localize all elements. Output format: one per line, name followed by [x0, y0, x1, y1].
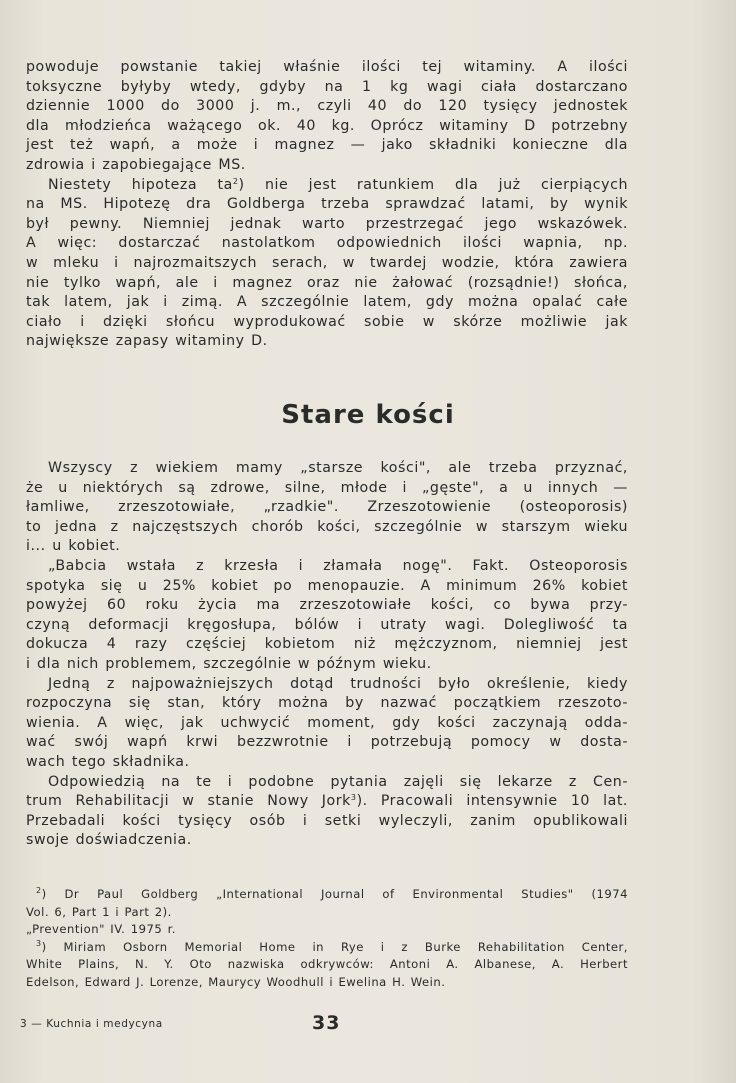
footnote-line [26, 939, 628, 957]
footnote-ref: 2 [232, 176, 239, 186]
section-heading: Stare kości [281, 400, 455, 430]
paragraph-line: wach tego składnika. [26, 753, 190, 770]
section-2-text [26, 459, 628, 851]
paragraph-text: ). Pracowali intensywnie 10 lat. [356, 793, 628, 810]
paragraph-line: rozpoczyna się stan, który można by nazwać początkiem rzeszoto- [26, 695, 628, 712]
paragraph-line: swoje doświadczenia. [26, 832, 192, 849]
paragraph-text: Niestety hipoteza ta [48, 176, 233, 193]
paragraph-line: zdrowia i zapobiegające MS. [26, 156, 246, 173]
signature-mark: 3 — Kuchnia i medycyna [20, 1018, 163, 1030]
paragraph-line: tak latem, jak i zimą. A szczególnie latem, gdy można opalać całe [26, 294, 628, 311]
paragraph-line: nie tylko wapń, ale i magnez oraz nie żałować (rozsądnie!) słońca, [26, 274, 628, 291]
footnote-text: ) Dr Paul Goldberg „International Journal of Environmental Studies" (1974 [41, 887, 628, 901]
paragraph-line [26, 792, 628, 812]
paragraph-line: dziennie 1000 do 3000 j. m., czyli 40 do 120 tysięcy jednostek [26, 98, 628, 115]
footnote-line: Vol. 6, Part 1 i Part 2). [26, 904, 172, 919]
paragraph-line: na MS. Hipotezę dra Goldberga trzeba sprawdzać latami, by wynik [26, 196, 628, 213]
paragraph-line: toksyczne byłyby wtedy, gdyby na 1 kg wagi ciała dostarczano [26, 78, 628, 95]
paragraph-line: największe zapasy witaminy D. [26, 333, 268, 350]
section-1-text [26, 58, 628, 352]
paragraph-line: to jedna z najczęstszych chorób kości, szczególnie w starszym wieku [26, 518, 628, 535]
paragraph-line: był pewny. Niemniej jednak warto przestrzegać jego wskazówek. [26, 215, 628, 232]
paragraph-line: dokucza 4 razy częściej kobietom niż mężczyznom, niemniej jest [26, 636, 628, 653]
paragraph-line: Przebadali kości tysięcy osób i setki wyleczyli, zanim opublikowali [26, 812, 628, 829]
paragraph-line: i dla nich problemem, szczególnie w późnym wieku. [26, 655, 432, 672]
footnote-line: Edelson, Edward J. Lorenze, Maurycy Woodhull i Ewelina H. Wein. [26, 974, 446, 989]
paragraph-line: wać swój wapń krwi bezzwrotnie i potrzebują pomocy w dosta- [26, 734, 628, 751]
paragraph-line: wienia. A więc, jak uchwycić moment, gdy kości zaczynają odda- [26, 714, 628, 731]
paragraph-line: „Babcia wstała z krzesła i złamała nogę". Fakt. Osteoporosis [48, 557, 628, 574]
paragraph-line: i... u kobiet. [26, 538, 121, 555]
paragraph-line: Wszyscy z wiekiem mamy „starsze kości", ale trzeba przyznać, [48, 460, 628, 476]
page-number: 33 [312, 1012, 341, 1034]
footnote-marker: 3 [36, 938, 42, 948]
paragraph-line: w mleku i najrozmaitszych serach, w twardej wodzie, która zawiera [26, 254, 628, 271]
paragraph-text: ) nie jest ratunkiem dla już cierpiących [238, 176, 628, 193]
footnote-line [26, 886, 628, 904]
footnote-line: White Plains, N. Y. Oto nazwiska odkrywców: Antoni A. Albanese, A. Herbert [26, 957, 628, 972]
paragraph-text: trum Rehabilitacji w stanie Nowy Jork [26, 793, 351, 810]
paragraph-line: spotyka się u 25% kobiet po menopauzie. A minimum 26% kobiet [26, 577, 628, 594]
paragraph-line: jest też wapń, a może i magnez — jako składniki konieczne dla [26, 137, 628, 154]
footnote-text: ) Miriam Osborn Memorial Home in Rye i z Burke Rehabilitation Center, [41, 939, 628, 954]
paragraph-line: że u niektórych są zdrowe, silne, młode i „gęste", a u innych — [26, 479, 628, 496]
paragraph-line: A więc: dostarczać nastolatkom odpowiednich ilości wapnia, np. [26, 235, 628, 252]
paragraph-line: czyną deformacji kręgosłupa, bólów i utraty wagi. Dolegliwość ta [26, 616, 628, 633]
paragraph-line: dla młodzieńca ważącego ok. 40 kg. Oprócz witaminy D potrzebny [26, 117, 628, 134]
paragraph-line: łamliwe, zrzeszotowiałe, „rzadkie". Zrzeszotowienie (osteoporosis) [26, 499, 628, 516]
paragraph-line: ciało i dzięki słońcu wyprodukować sobie w skórze możliwie jak [26, 313, 628, 330]
footnote-marker: 2 [36, 886, 42, 895]
paragraph-line: powyżej 60 roku życia ma zrzeszotowiałe kości, co bywa przy- [26, 597, 628, 614]
paragraph-line [26, 176, 628, 196]
footnote-ref: 3 [350, 793, 357, 803]
paragraph-line: Jedną z najpoważniejszych dotąd trudności było określenie, kiedy [48, 675, 628, 692]
footnote-line: „Prevention" IV. 1975 r. [26, 922, 176, 937]
footnotes [26, 886, 628, 992]
paragraph-line: powoduje powstanie takiej właśnie ilości tej witaminy. A ilości [26, 59, 628, 75]
paragraph-line: Odpowiedzią na te i podobne pytania zajęli się lekarze z Cen- [48, 773, 628, 790]
